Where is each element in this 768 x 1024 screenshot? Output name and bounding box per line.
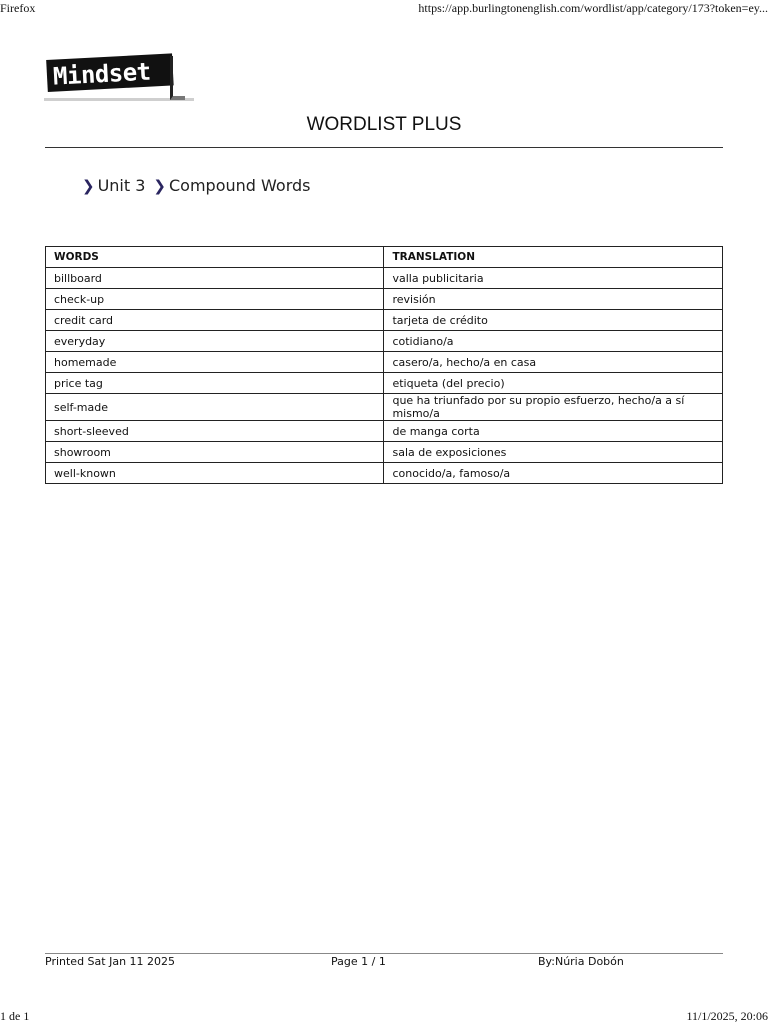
table-row xyxy=(46,373,723,394)
translation-cell: etiqueta (del precio) xyxy=(384,373,723,394)
breadcrumb-item-category[interactable]: Compound Words xyxy=(169,176,311,195)
translation-cell: tarjeta de crédito xyxy=(384,310,723,331)
chevron-right-icon: ❯ xyxy=(82,177,95,195)
table-row xyxy=(46,268,723,289)
table-row xyxy=(46,352,723,373)
translation-cell: casero/a, hecho/a en casa xyxy=(384,352,723,373)
table-row xyxy=(46,442,723,463)
word-cell: homemade xyxy=(46,352,384,373)
logo-badge xyxy=(46,53,174,92)
word-cell: showroom xyxy=(46,442,384,463)
print-footer-divider xyxy=(45,953,723,954)
translation-cell: revisión xyxy=(384,289,723,310)
browser-print-datetime: 11/1/2025, 20:06 xyxy=(686,1009,768,1023)
breadcrumb xyxy=(82,174,318,198)
title-divider xyxy=(45,147,723,148)
column-header-words: WORDS xyxy=(46,247,384,268)
table-row xyxy=(46,310,723,331)
table-row xyxy=(46,421,723,442)
word-cell: well-known xyxy=(46,463,384,484)
word-cell: everyday xyxy=(46,331,384,352)
chevron-right-icon: ❯ xyxy=(153,177,166,195)
table-row xyxy=(46,289,723,310)
printed-by: By:Núria Dobón xyxy=(538,955,624,968)
translation-cell: conocido/a, famoso/a xyxy=(384,463,723,484)
mindset-logo xyxy=(44,54,194,104)
breadcrumb-item-unit[interactable]: Unit 3 xyxy=(97,176,146,195)
word-cell: credit card xyxy=(46,310,384,331)
browser-print-footer xyxy=(0,1008,768,1024)
browser-page-count: 1 de 1 xyxy=(0,1009,30,1023)
browser-print-header xyxy=(0,0,768,16)
translation-cell: sala de exposiciones xyxy=(384,442,723,463)
table-row xyxy=(46,331,723,352)
translation-cell: valla publicitaria xyxy=(384,268,723,289)
word-cell: price tag xyxy=(46,373,384,394)
page-url[interactable]: https://app.burlingtonenglish.com/wordlist/app/category/173?token=ey... xyxy=(418,1,768,15)
printed-date: Printed Sat Jan 11 2025 xyxy=(45,955,176,968)
word-cell: self-made xyxy=(46,394,384,421)
column-header-translation: TRANSLATION xyxy=(384,247,723,268)
translation-cell: de manga corta xyxy=(384,421,723,442)
table-header-row xyxy=(46,247,723,268)
page-title: WORDLIST PLUS xyxy=(306,114,462,135)
table-row xyxy=(46,394,723,421)
browser-app-name: Firefox xyxy=(0,1,36,15)
translation-cell: cotidiano/a xyxy=(384,331,723,352)
word-cell: check-up xyxy=(46,289,384,310)
logo-number-bar xyxy=(170,56,185,100)
word-cell: short-sleeved xyxy=(46,421,384,442)
table-row xyxy=(46,463,723,484)
logo-text: Mindset xyxy=(52,57,152,91)
page-number: Page 1 / 1 xyxy=(331,955,386,968)
translation-cell: que ha triunfado por su propio esfuerzo, hecho/a a sí mismo/a xyxy=(384,394,723,421)
wordlist-table xyxy=(45,246,723,484)
word-cell: billboard xyxy=(46,268,384,289)
